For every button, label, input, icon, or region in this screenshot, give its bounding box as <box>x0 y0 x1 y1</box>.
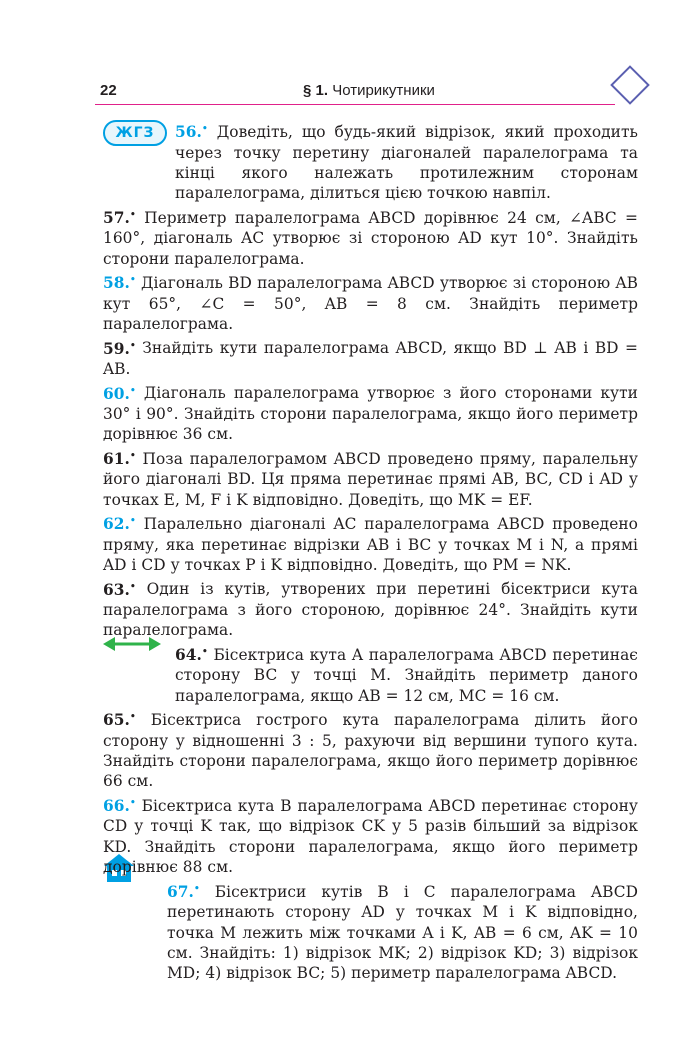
exercise-65 <box>103 707 638 792</box>
exercise-number: 61.• <box>103 449 136 468</box>
exercise-number: 63.• <box>103 580 136 599</box>
exercise-text: Доведіть, що будь-який відрізок, який проходить через точку перетину діагоналей паралелограма та кінці якого належать протилежним сторонам паралелограма, ділиться цією точкою навпіл. <box>175 123 638 203</box>
diamond-icon <box>610 65 650 105</box>
exercise-number: 57.• <box>103 208 136 227</box>
exercise-text: Бісектриса кута A паралелограма ABCD перетинає сторону BC у точці M. Знайдіть периметр даного паралелограма, якщо AB = 12 см, MC = 16 см. <box>175 645 638 705</box>
exercise-number: 65.• <box>103 711 136 730</box>
exercise-text: Бісектриси кутів B і C паралелограма ABCD перетинають сторону AD у точках M і K відповідно, точка M лежить між точками A і K, AB = 6 см, AK = 10 см. Знайдіть: 1) відрізок MK; 2) відрізок KD; 3) відрізок MD; 4) відрізок BC; 5) периметр паралелограма ABCD. <box>167 882 638 983</box>
exercise-64 <box>103 642 638 706</box>
exercise-text: Поза паралелограмом ABCD проведено пряму, паралельну його діагоналі BD. Ця пряма перетинає прямі AB, BC, CD і AD у точках E, M, F і K відповідно. Доведіть, що MK = EF. <box>103 449 638 509</box>
exercise-61 <box>103 446 638 510</box>
header-rule <box>95 104 615 105</box>
exercise-number: 58.• <box>103 274 136 293</box>
exercise-58 <box>103 270 638 334</box>
running-header <box>95 80 615 102</box>
exercise-list <box>103 119 638 985</box>
exercise-text: Один із кутів, утворених при перетині бісектриси кута паралелограма з його стороною, дорівнює 24°. Знайдіть кути паралелограма. <box>103 580 638 640</box>
exercise-text: Бісектриса кута B паралелограма ABCD перетинає сторону CD у точці K так, що відрізок CK у 5 разів більший за відрізок KD. Знайдіть сторони паралелограма, якщо його периметр дорівнює 88 см. <box>103 796 638 877</box>
exercise-number: 56.• <box>175 123 208 142</box>
zhgz-badge-icon: ЖГЗ <box>103 120 167 146</box>
exercise-56 <box>103 119 638 204</box>
exercise-66 <box>103 793 638 878</box>
exercise-number: 67.• <box>167 882 200 901</box>
exercise-number: 66.• <box>103 796 136 815</box>
exercise-text: Периметр паралелограма ABCD дорівнює 24 см, ∠ABC = 160°, діагональ AC утворює зі стороною AD кут 10°. Знайдіть сторони паралелограма. <box>103 208 638 268</box>
section-title <box>303 82 435 99</box>
exercise-number: 64.• <box>175 645 208 664</box>
exercise-59 <box>103 335 638 379</box>
exercise-67 <box>103 879 638 984</box>
exercise-57 <box>103 205 638 269</box>
exercise-number: 60.• <box>103 384 136 403</box>
exercise-text: Діагональ BD паралелограма ABCD утворює зі стороною AB кут 65°, ∠C = 50°, AB = 8 см. Знайдіть периметр паралелограма. <box>103 274 638 334</box>
section-number: § 1. <box>303 82 329 99</box>
page-number: 22 <box>100 82 117 99</box>
section-title-text: Чотирикутники <box>332 82 435 99</box>
exercise-62 <box>103 511 638 575</box>
exercise-text: Бісектриса гострого кута паралелограма ділить його сторону у відношенні 3 : 5, рахуючи від вершини тупого кута. Знайдіть сторони паралелограма, якщо його периметр дорівнює 66 см. <box>103 711 638 791</box>
exercise-number: 62.• <box>103 515 136 534</box>
exercise-60 <box>103 380 638 444</box>
exercise-number: 59.• <box>103 339 136 358</box>
exercise-text: Діагональ паралелограма утворює з його сторонами кути 30° і 90°. Знайдіть сторони паралелограма, якщо його периметр дорівнює 36 см. <box>103 384 638 444</box>
exercise-63 <box>103 576 638 640</box>
exercise-text: Знайдіть кути паралелограма ABCD, якщо BD ⊥ AB і BD = AB. <box>103 339 638 378</box>
exercise-text: Паралельно діагоналі AC паралелограма ABCD проведено пряму, яка перетинає відрізки AB і BC у точках M і N, а прямі AD і CD у точках P і K відповідно. Доведіть, що PM = NK. <box>103 515 638 574</box>
